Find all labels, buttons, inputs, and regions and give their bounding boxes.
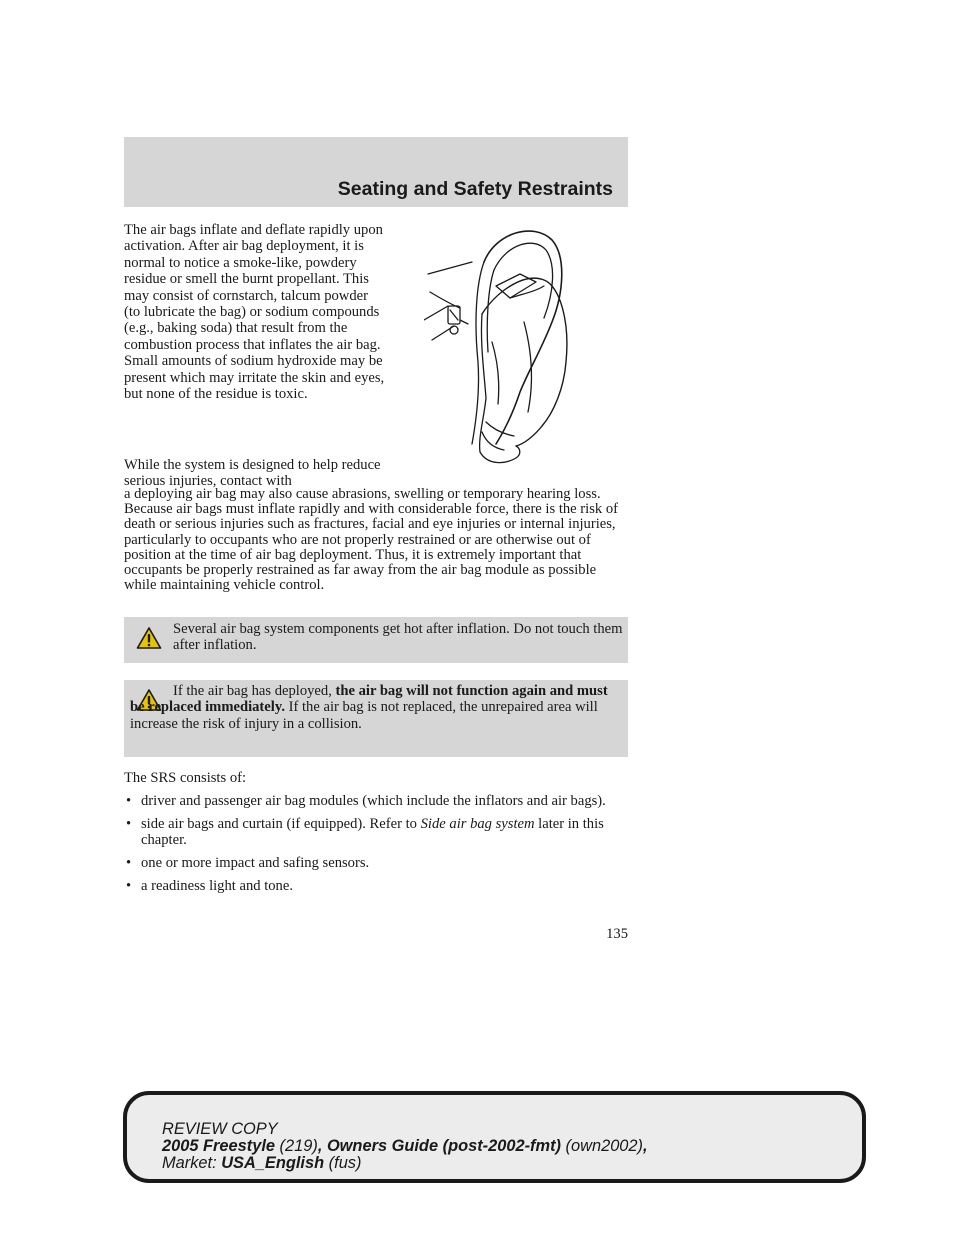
paragraph-injury-risk-top: While the system is designed to help reduce serious injuries, contact with	[124, 457, 381, 490]
footer-text	[162, 1121, 648, 1172]
section-header-band	[124, 137, 628, 207]
page-number: 135	[606, 926, 628, 942]
warning-box-hot-components	[124, 617, 628, 663]
bullet-icon: •	[126, 878, 132, 895]
footer-market-line: Market: USA_English (fus)	[162, 1154, 362, 1172]
list-item: • a readiness light and tone.	[126, 878, 293, 895]
warning-text-hot-components: Several air bag system components get hot after inflation. Do not touch them after inflation.	[173, 621, 623, 654]
paragraph-residue: The air bags inflate and deflate rapidly upon activation. After air bag deployment, it is normal to notice a smoke-like, powdery residue or smell the burnt propellant. This may consist of cornstarch, talcum powder (to lubricate the bag) or sodium compounds (e.g., baking soda) that result from the combustion process that inflates the air bag. Small amounts of sodium hydroxide may be present which may irritate the skin and eyes, but none of the residue is toxic.	[124, 222, 385, 403]
warning-emphasis: the air bag will not function again and must be replaced immediately.	[130, 683, 608, 716]
warning-text-replace-airbag: If the air bag has deployed, the air bag will not function again and must be replaced immediately. If the air bag is not replaced, the unrepaired area will increase the risk of injury in a collision.	[130, 683, 608, 732]
bullet-icon: •	[126, 816, 132, 832]
srs-intro: The SRS consists of:	[124, 770, 247, 786]
warning-box-replace-airbag	[124, 680, 628, 757]
cross-reference: Side air bag system	[420, 816, 535, 832]
footer-model-line: 2005 Freestyle (219), Owners Guide (post-2002-fmt) (own2002),	[162, 1137, 648, 1155]
list-item: • one or more impact and safing sensors.	[126, 855, 370, 872]
warning-triangle-icon	[136, 626, 162, 650]
section-title: Seating and Safety Restraints	[337, 178, 613, 200]
srs-component-list	[124, 793, 628, 901]
list-item: • driver and passenger air bag modules (which include the inflators and air bags).	[126, 793, 606, 809]
bullet-icon: •	[126, 793, 132, 809]
review-copy-label: REVIEW COPY	[162, 1120, 278, 1138]
paragraph-injury-risk: a deploying air bag may also cause abrasions, swelling or temporary hearing loss. Because air bags must inflate rapidly and with considerable force, there is the risk of death or serious injuries such as fractures, facial and eye injuries or internal injuries, particularly to occupants who are not properly restrained or are otherwise out of position at the time of air bag deployment. Thus, it is extremely important that occupants be properly restrained as far away from the air bag module as possible while maintaining vehicle control.	[124, 486, 618, 594]
bullet-icon: •	[126, 855, 132, 872]
airbag-deployment-illustration	[424, 222, 574, 468]
list-item: • side air bags and curtain (if equipped). Refer to Side air bag system later in this chapter.	[126, 816, 604, 849]
review-copy-footer	[123, 1091, 866, 1183]
